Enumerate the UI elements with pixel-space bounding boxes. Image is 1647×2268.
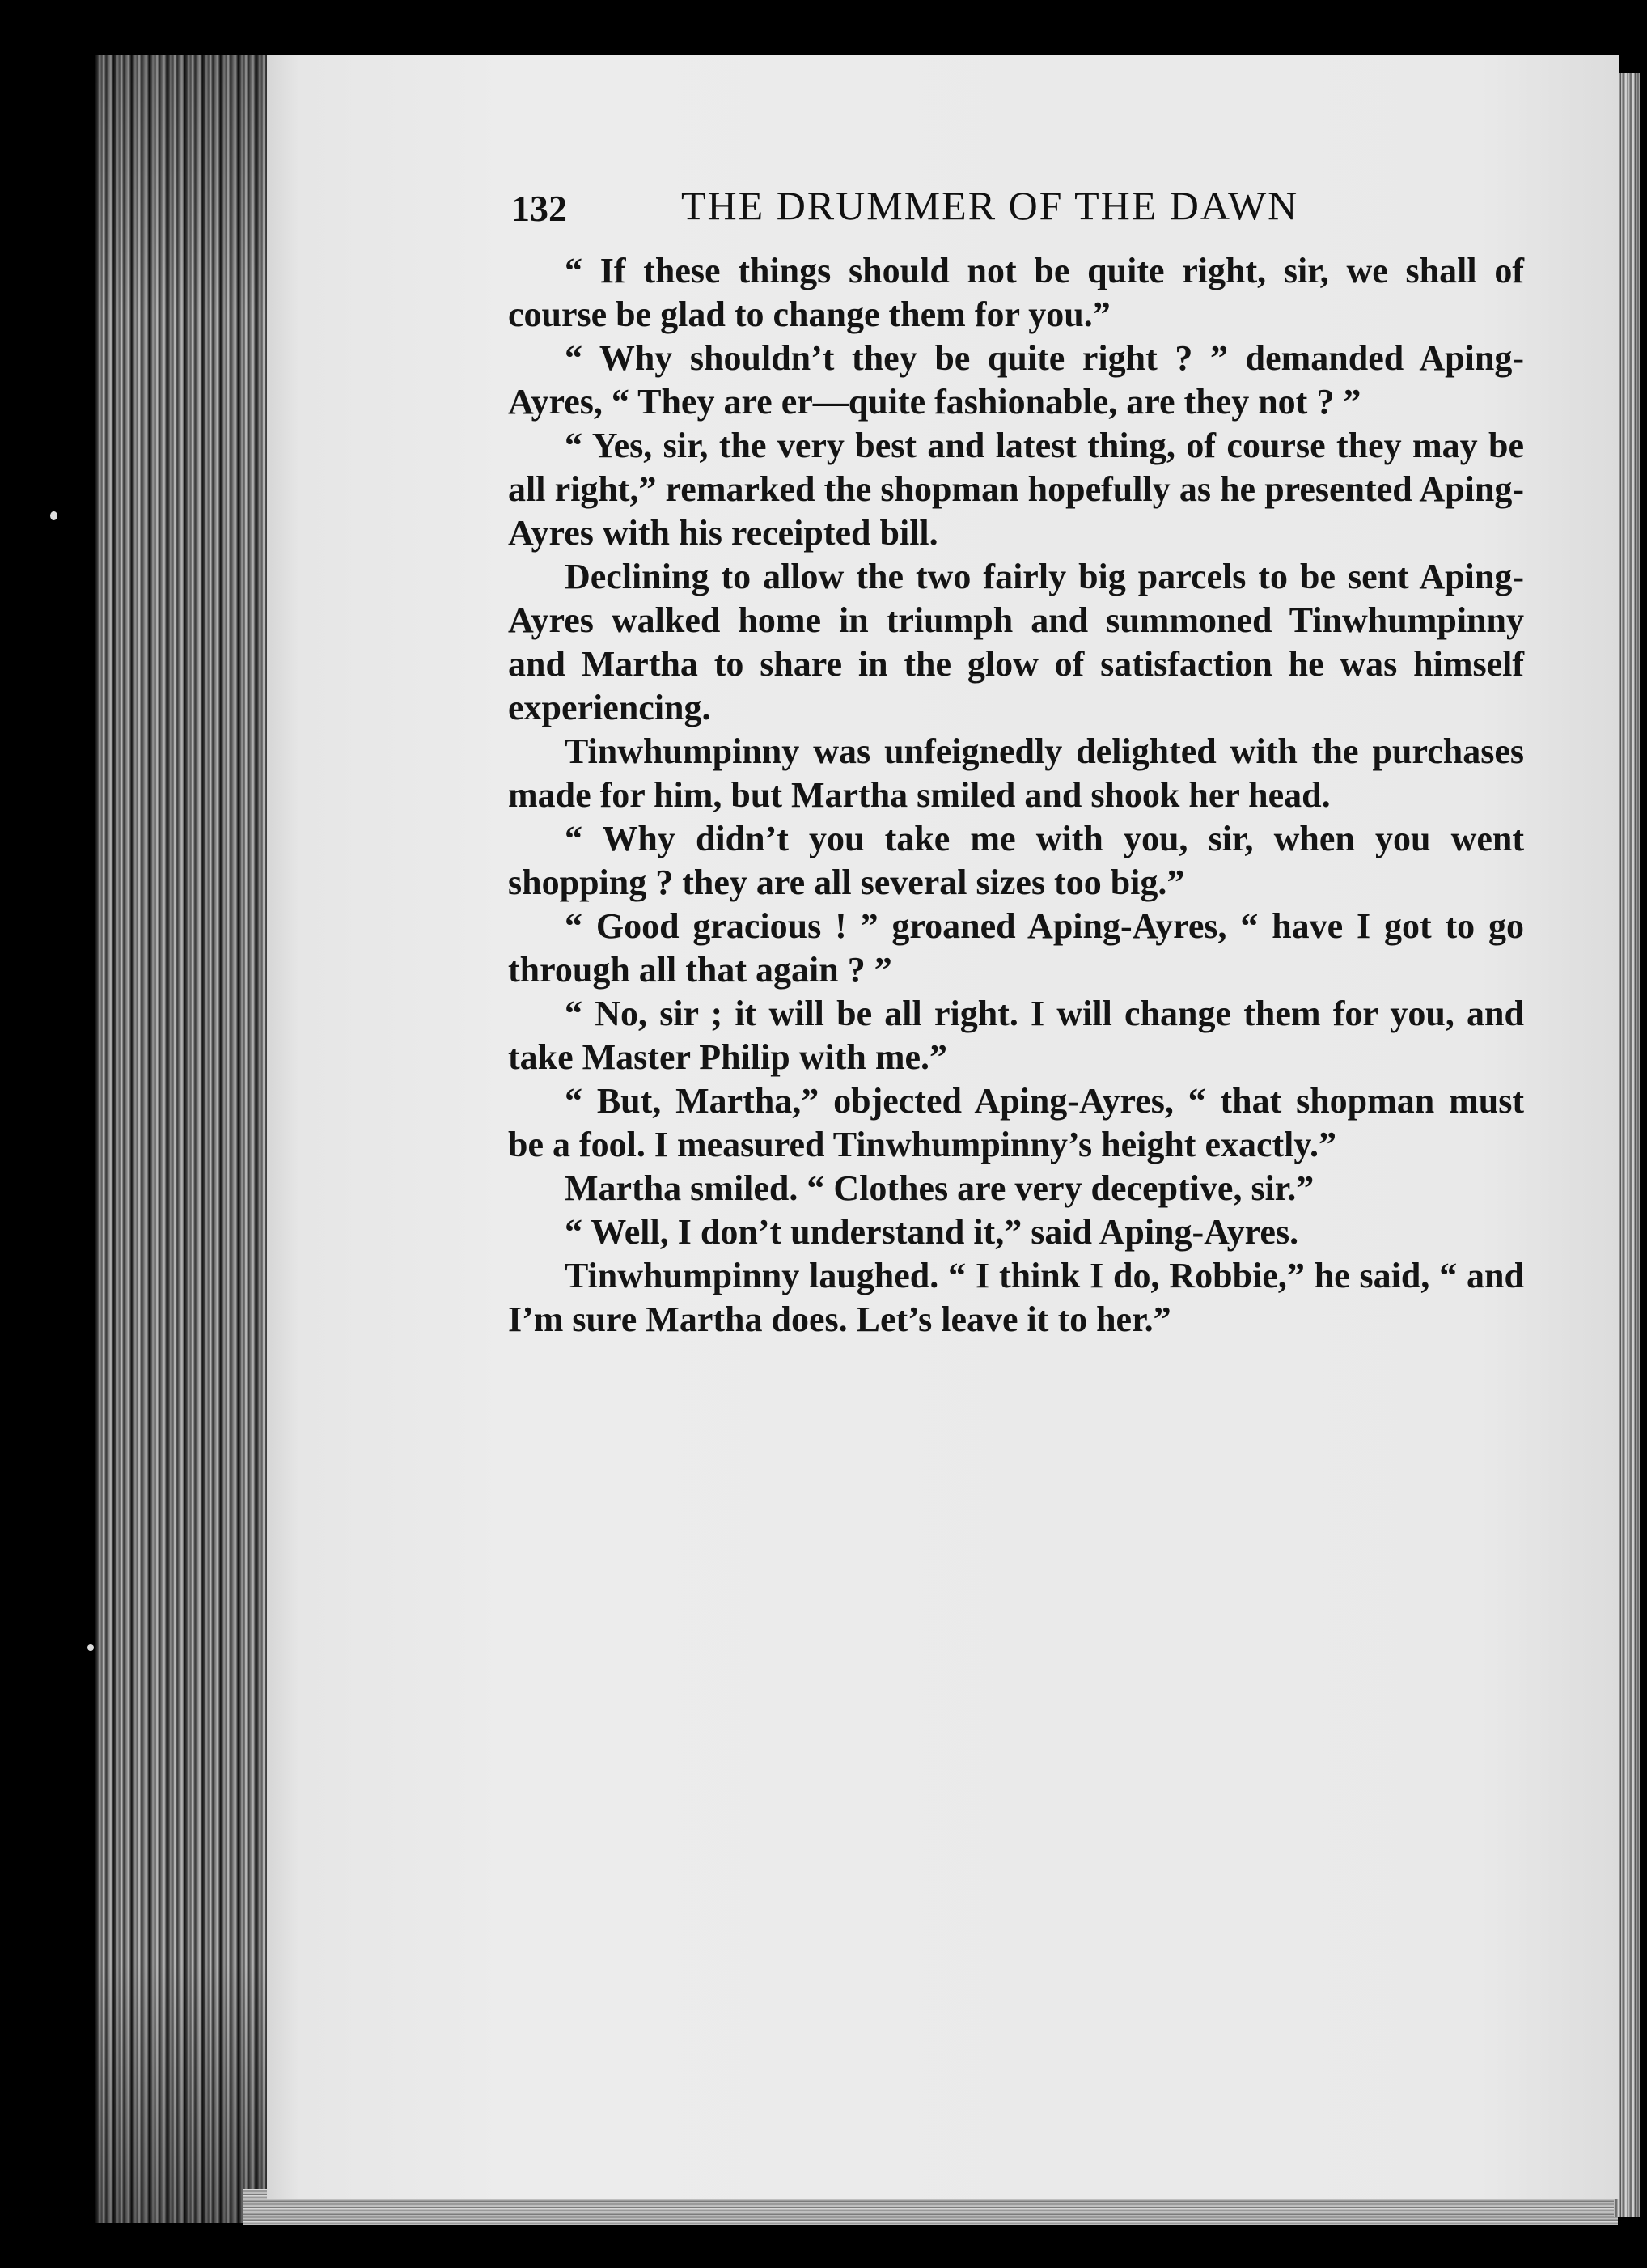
paragraph: “ Why didn’t you take me with you, sir, when you went shopping ? they are all several sizes too big.” xyxy=(508,819,1524,902)
page-edges-shadow xyxy=(95,55,282,2223)
paragraph: Declining to allow the two fairly big parcels to be sent Aping-Ayres walked home in triumph and summoned Tinwhumpinny and Martha to share in the glow of satisfaction he was himself experiencing. xyxy=(508,557,1524,727)
paragraph: Tinwhumpinny was unfeignedly delighted with the purchases made for him, but Martha smiled and shook her head. xyxy=(508,731,1524,815)
page-header xyxy=(511,182,1369,239)
paragraph: Tinwhumpinny laughed. “ I think I do, Robbie,” he said, “ and I’m sure Martha does. Let’s leave it to her.” xyxy=(508,1256,1524,1339)
paragraph: “ Why shouldn’t they be quite right ? ” demanded Aping-Ayres, “ They are er—quite fashionable, are they not ? ” xyxy=(508,338,1524,422)
running-title: THE DRUMMER OF THE DAWN xyxy=(681,183,1299,228)
body-text xyxy=(508,249,1524,1342)
paragraph: “ No, sir ; it will be all right. I will change them for you, and take Master Philip with me.” xyxy=(508,994,1524,1077)
paragraph: “ Well, I don’t understand it,” said Aping-Ayres. xyxy=(565,1212,1299,1252)
paragraph: “ Good gracious ! ” groaned Aping-Ayres, “ have I got to go through all that again ? ” xyxy=(508,906,1524,990)
dust-speck xyxy=(50,511,57,520)
page-number: 132 xyxy=(511,188,567,229)
paragraph: “ Yes, sir, the very best and latest thing, of course they may be all right,” remarked the shopman hopefully as he presented Aping-Ayres with his receipted bill. xyxy=(508,426,1524,553)
paragraph: Martha smiled. “ Clothes are very deceptive, sir.” xyxy=(565,1168,1315,1208)
paragraph: “ If these things should not be quite right, sir, we shall of course be glad to change them for you.” xyxy=(508,251,1524,334)
paragraph: “ But, Martha,” objected Aping-Ayres, “ that shopman must be a fool. I measured Tinwhumpinny’s height exactly.” xyxy=(508,1081,1524,1164)
dust-speck xyxy=(87,1644,94,1651)
